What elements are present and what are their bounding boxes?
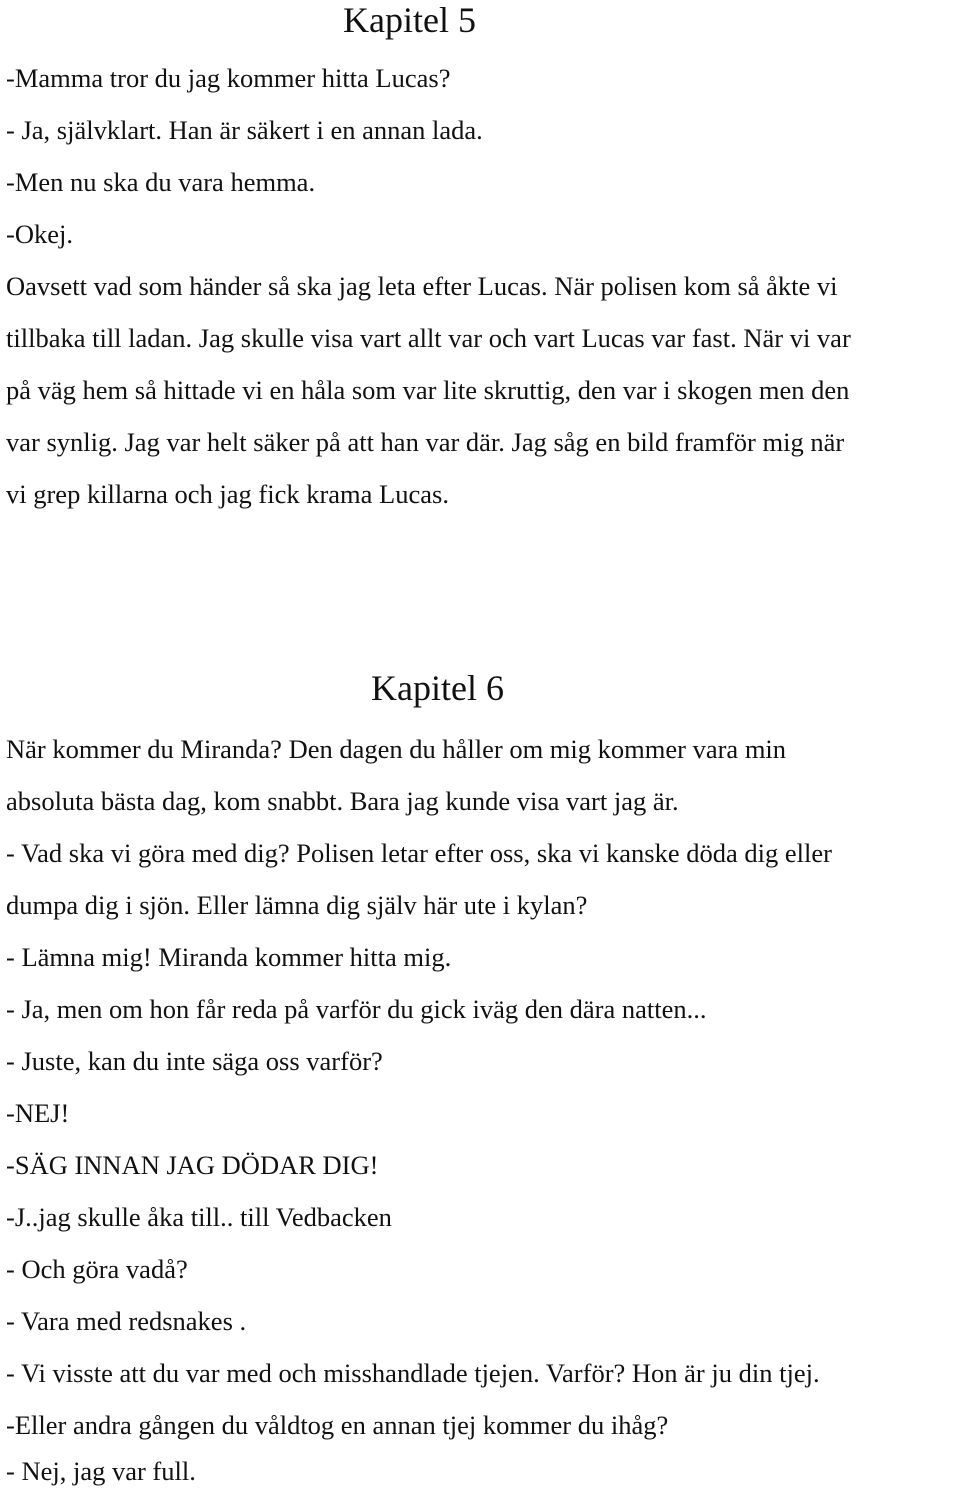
- chapter-6-line: -J..jag skulle åka till.. till Vedbacken: [6, 1202, 392, 1232]
- chapter-6-line: absoluta bästa dag, kom snabbt. Bara jag kunde visa vart jag är.: [6, 786, 679, 816]
- chapter-6-line: - Ja, men om hon får reda på varför du gick iväg den dära natten...: [6, 994, 707, 1024]
- chapter-6-heading: Kapitel 6: [371, 668, 504, 708]
- chapter-5-line: var synlig. Jag var helt säker på att han var där. Jag såg en bild framför mig när: [6, 427, 845, 457]
- chapter-5-line: tillbaka till ladan. Jag skulle visa vart allt var och vart Lucas var fast. När vi var: [6, 323, 851, 353]
- chapter-6-line: dumpa dig i sjön. Eller lämna dig själv här ute i kylan?: [6, 890, 588, 920]
- chapter-6-line: - Vad ska vi göra med dig? Polisen letar efter oss, ska vi kanske döda dig eller: [6, 838, 832, 868]
- chapter-6-line: -NEJ!: [6, 1098, 70, 1128]
- chapter-5-heading: Kapitel 5: [343, 0, 476, 40]
- chapter-6-line: - Juste, kan du inte säga oss varför?: [6, 1046, 383, 1076]
- chapter-6-line: När kommer du Miranda? Den dagen du håller om mig kommer vara min: [6, 734, 787, 764]
- chapter-6-line: -SÄG INNAN JAG DÖDAR DIG!: [6, 1150, 379, 1180]
- chapter-6-line: - Vara med redsnakes .: [6, 1306, 247, 1336]
- chapter-5-line: -Men nu ska du vara hemma.: [6, 167, 316, 197]
- chapter-5-line: -Mamma tror du jag kommer hitta Lucas?: [6, 63, 451, 93]
- chapter-5-line: på väg hem så hittade vi en håla som var lite skruttig, den var i skogen men den: [6, 375, 850, 405]
- chapter-6-line: - Vi visste att du var med och misshandlade tjejen. Varför? Hon är ju din tjej.: [6, 1358, 820, 1388]
- chapter-6-line: - Lämna mig! Miranda kommer hitta mig.: [6, 942, 452, 972]
- chapter-6-line: - Nej, jag var full.: [6, 1456, 196, 1486]
- chapter-6-line: - Och göra vadå?: [6, 1254, 188, 1284]
- chapter-6-line: -Eller andra gången du våldtog en annan tjej kommer du ihåg?: [6, 1410, 669, 1440]
- chapter-5-line: Oavsett vad som händer så ska jag leta efter Lucas. När polisen kom så åkte vi: [6, 271, 838, 301]
- chapter-5-line: - Ja, självklart. Han är säkert i en annan lada.: [6, 115, 483, 145]
- chapter-5-line: vi grep killarna och jag fick krama Lucas.: [6, 479, 449, 509]
- chapter-5-line: -Okej.: [6, 219, 73, 249]
